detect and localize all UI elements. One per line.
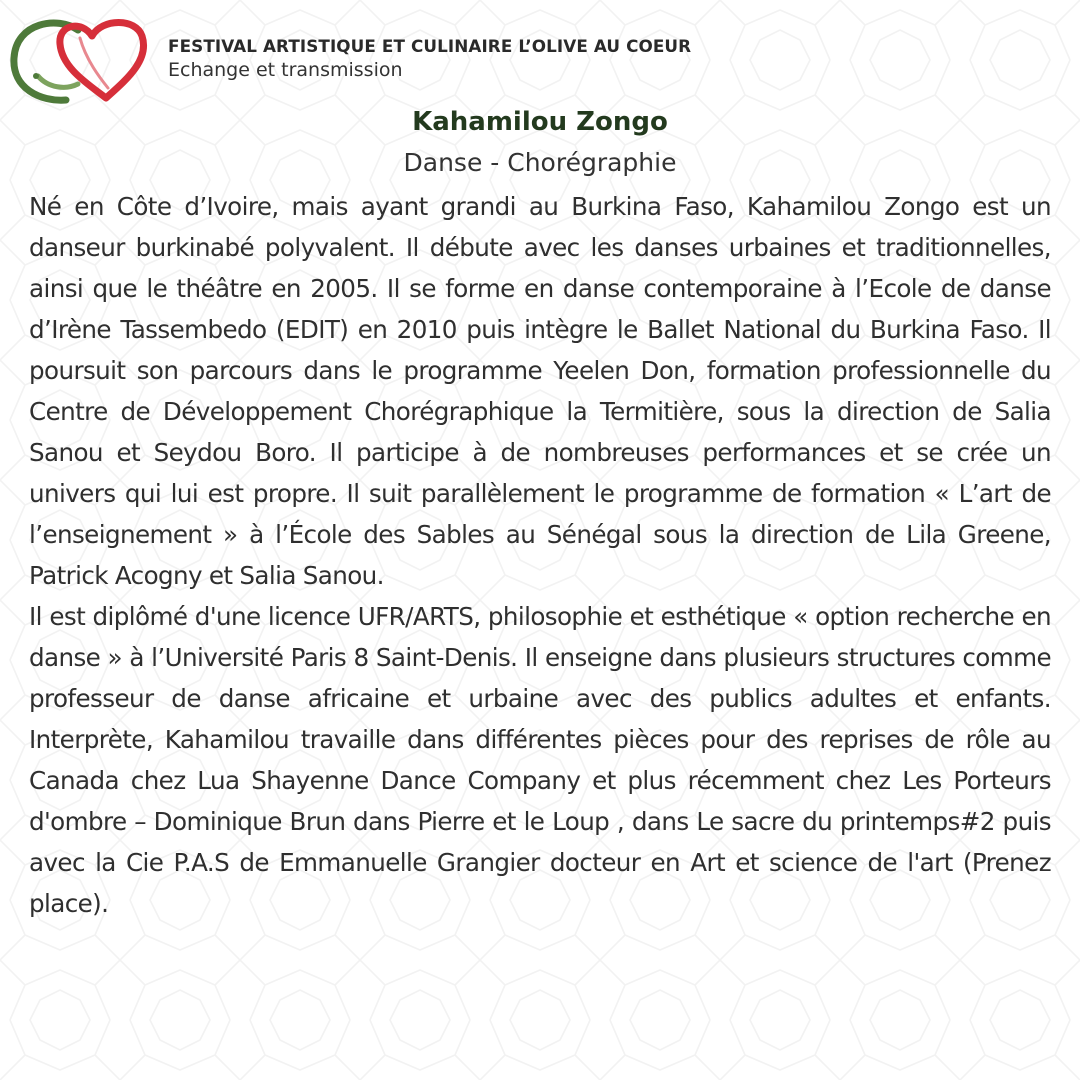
artist-discipline: Danse - Chorégraphie (403, 148, 677, 177)
artist-biography (29, 186, 1051, 924)
bio-paragraph: Né en Côte d’Ivoire, mais ayant grandi au Burkina Faso, Kahamilou Zongo est un danseur burkinabé polyvalent. Il débute avec les danses urbaines et traditionnelles, ainsi que le théâtre en 2005. Il se forme en danse contemporaine à l’Ecole de danse d’Irène Tassembedo (EDIT) en 2010 puis intègre le Ballet National du Burkina Faso. Il poursuit son parcours dans le programme Yeelen Don, formation professionnelle du Centre de Développement Chorégraphique la Termitière, sous la direction de Salia Sanou et Seydou Boro. Il participe à de nombreuses performances et se crée un univers qui lui est propre. Il suit parallèlement le programme de formation « L’art de l’enseignement » à l’École des Sables au Sénégal sous la direction de Lila Greene, Patrick Acogny et Salia Sanou. (29, 192, 1051, 590)
festival-title: FESTIVAL ARTISTIQUE ET CULINAIRE L’OLIVE AU COEUR (168, 36, 692, 56)
festival-tagline: Echange et transmission (168, 59, 403, 81)
bio-paragraph: Il est diplômé d'une licence UFR/ARTS, philosophie et esthétique « option recherche en danse » à l’Université Paris 8 Saint-Denis. Il enseigne dans plusieurs structures comme professeur de danse africaine et urbaine avec des publics adultes et enfants. Interprète, Kahamilou travaille dans différentes pièces pour des reprises de rôle au Canada chez Lua Shayenne Dance Company et plus récemment chez Les Porteurs d'ombre – Dominique Brun dans Pierre et le Loup , dans Le sacre du printemps#2 puis avec la Cie P.A.S de Emmanuelle Grangier docteur en Art et science de l'art (Prenez place). (29, 602, 1051, 918)
header (8, 14, 908, 104)
artist-name: Kahamilou Zongo (412, 107, 668, 137)
heart-olive-logo-icon (8, 14, 160, 104)
